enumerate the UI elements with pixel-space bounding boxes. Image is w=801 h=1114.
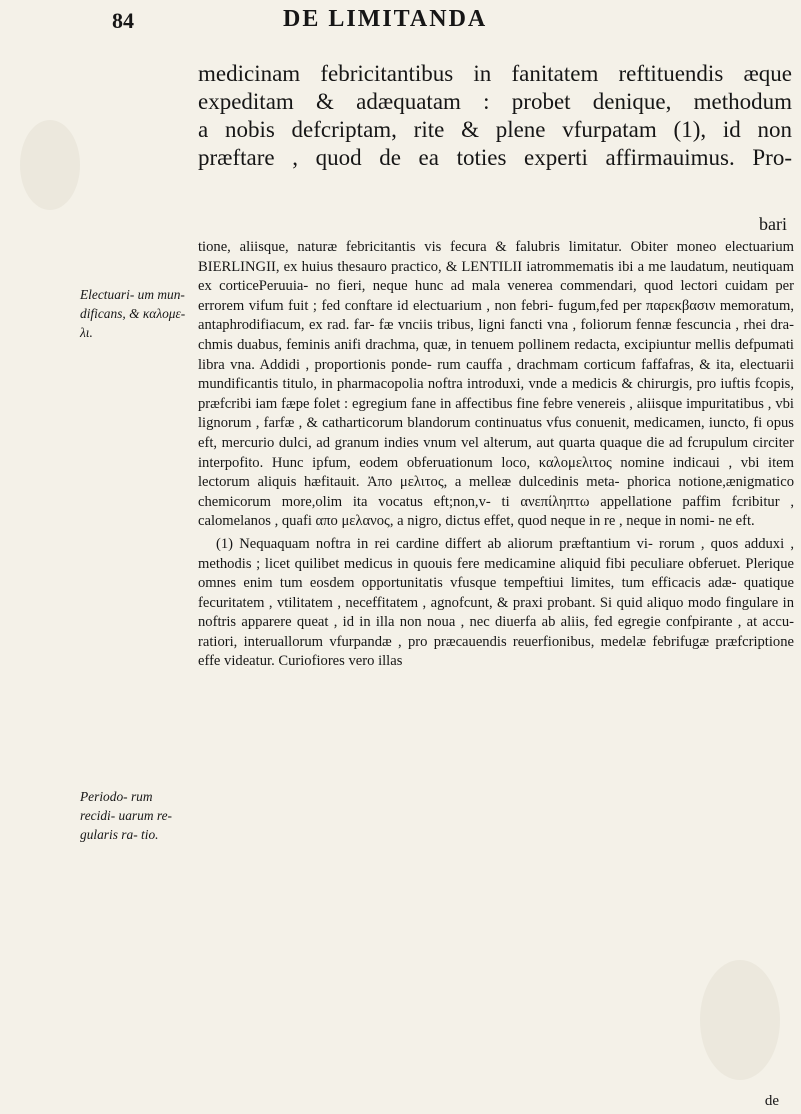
paper-stain <box>20 120 80 210</box>
margin-note-periodorum: Periodo- rum recidi- uarum re- gularis ra- tio. <box>80 789 172 842</box>
margin-note-electuarium: Electuari- um mun- dificans, & καλομε- λι. <box>80 287 186 340</box>
main-text <box>198 238 794 672</box>
page-number: 84 <box>112 8 134 33</box>
catchword-line-end: bari <box>759 214 787 234</box>
intro-line: a nobis defcriptam, rite & plene vfurpatam (1), id non <box>198 117 792 142</box>
page-header <box>0 4 801 44</box>
intro-paragraph <box>198 60 792 172</box>
intro-line: præftare , quod de ea toties experti affirmauimus. Pro- <box>198 145 792 170</box>
catchword: de <box>764 1093 779 1109</box>
running-head: DE LIMITANDA <box>283 6 488 32</box>
intro-line: expeditam & adæquatam : probet denique, methodum <box>198 89 792 114</box>
footnote-paragraph: (1) Nequaquam noftra in rei cardine differt ab aliorum præftantium vi- rorum , quos adduxi , methodis ; licet quilibet medicus in quouis fere medicamine aliquid fibi peculiare obferuet. Plerique omnes enim tum eosdem opportunitatis vfusque tempeftiui limites, tum efficacis adæ- quatique fecuritatem , vtilitatem , neceffitatem , agnofcunt, & praxi probant. Si quid aliquo modo fingulare in noftris apparere queat , id in illa non noua , nec diuerfa ab aliis, fed egregie confpirante , at accu- ratiori, interuallorum vfurpandæ , pro præcauendis reuerfionibus, medelæ febrifugæ præfcriptione effe videatur. Curiofiores vero illas <box>198 535 794 670</box>
intro-line: medicinam febricitantibus in fanitatem reftituendis æque <box>198 61 792 86</box>
body-paragraph: tione, aliisque, naturæ febricitantis vis fecura & falubris limitatur. Obiter moneo electuarium BIERLINGII, ex huius thesauro practico, & LENTILII iatrommematis ibi a me laudatum, neutiquam ex corticePeruuia- no fieri, neque hunc ad mala venerea commendari, quod lectori cuidam per errorem vifum fuit ; fed conftare id electuarium , non febri- fugum,fed per παρεκβασιν memoratum, antaphrodifiacum, ex rad. far- fæ vnciis tribus, ligni fancti vna , foliorum fennæ fescuncia , rhei dra- chmis duabus, feminis anifi drachma, quæ, in tenuem pollinem redacta, excipiuntur mellis defpumati libra vna. Addidi , proportionis ponde- rum cauffa , drachmam corticum faffafras, & ita, electuarii mundificantis titulo, in pharmacopolia noftra introduxi, vnde a medicis & chirurgis, pro iuftis fcopis, præfcribi iam fæpe folet : egregium fane in affectibus fine febre venereis , aliisque impuritatibus , vbi lignorum , farfæ , & catharticorum blandorum continuatus vfus conuenit, medicamen, iuncto, fi opus eft, mercurio dulci, ad granum indies vnum vel alterum, aut quarta quaque die ad fcrupulum circiter interpofito. Hunc ipfum, eodem obferuationum loco, καλομελιτος nomine indicaui , vbi item lectorum aliquis hæfitauit. Ἀπο μελιτος, a melleæ dulcedinis meta- phorica notione,ænigmatico chemicorum more,olim ita vocatus eft;non,v- ti ανεπίληπτω appellatione paffim fcribitur , calomelanos , quafi απο μελανος, a nigro, dictus effet, quod neque in re , neque in nomi- ne eft. <box>198 239 794 530</box>
paper-stain <box>700 960 780 1080</box>
